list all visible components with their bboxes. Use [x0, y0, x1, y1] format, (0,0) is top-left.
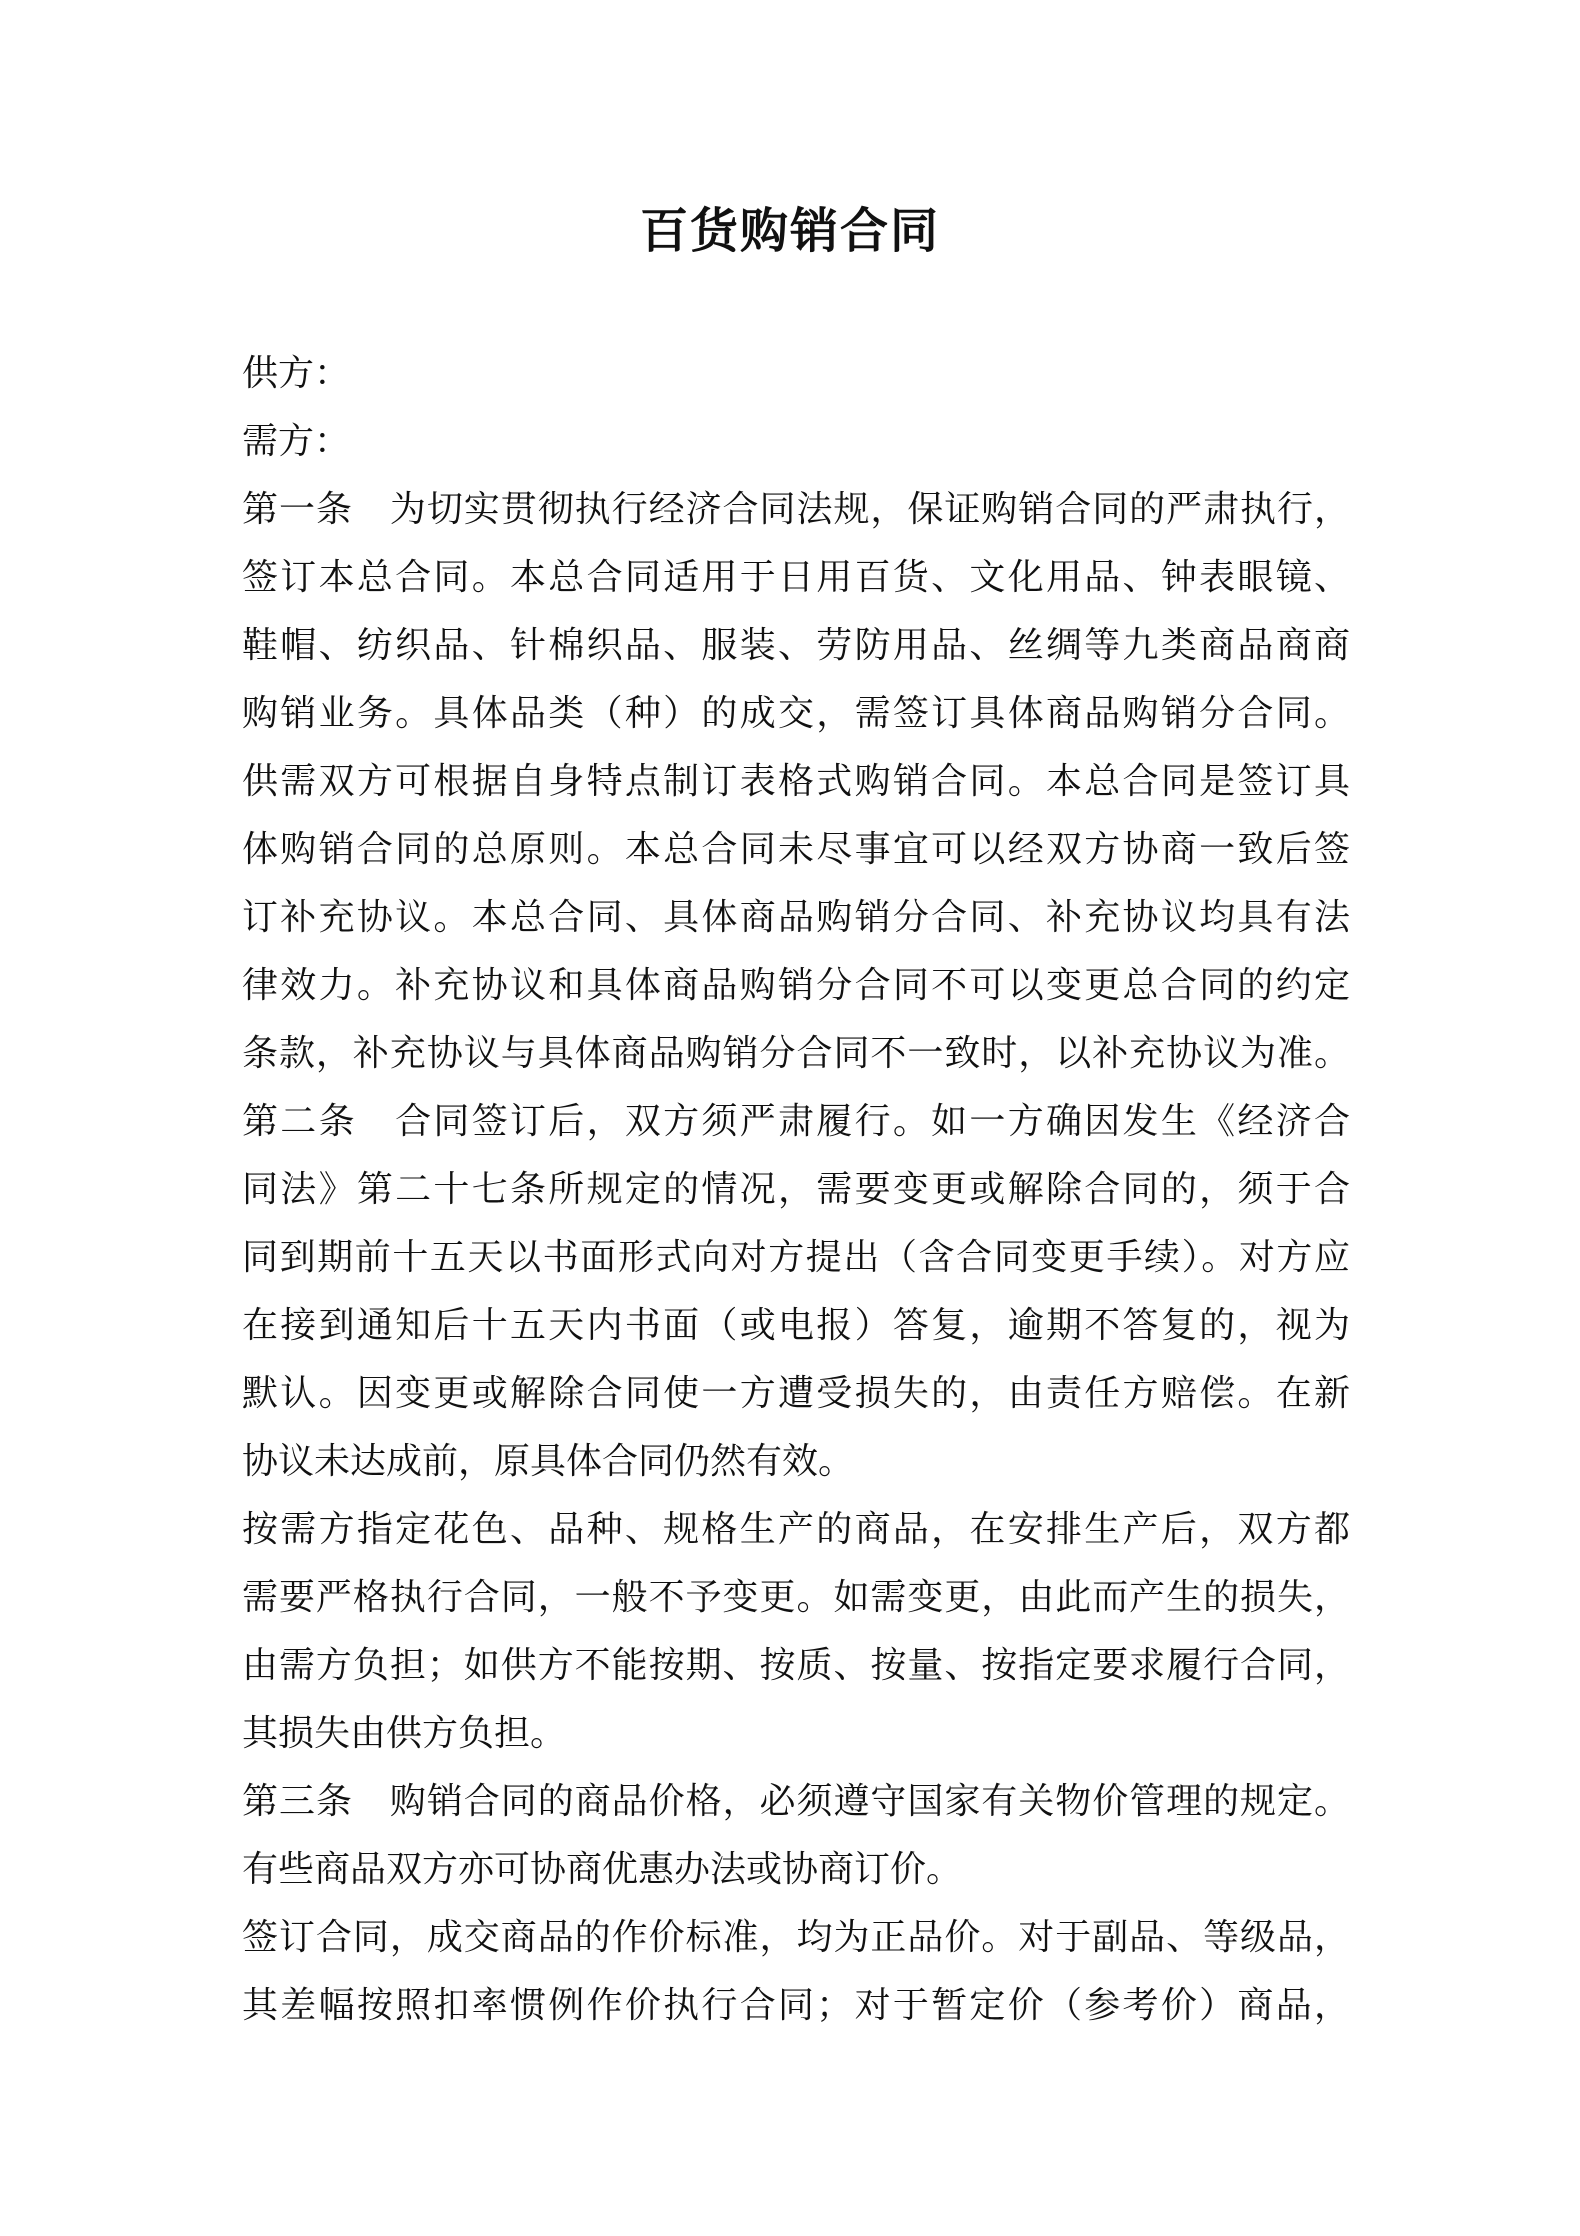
text-line: 由需方负担；如供方不能按期、按质、按量、按指定要求履行合同，: [242, 1645, 1350, 1686]
text-line: 需要严格执行合同，一般不予变更。如需变更，由此而产生的损失，: [242, 1577, 1350, 1618]
text-line: 供方：: [242, 353, 351, 394]
text-line: 协议未达成前，原具体合同仍然有效。: [242, 1441, 855, 1482]
text-line: 有些商品双方亦可协商优惠办法或协商订价。: [242, 1849, 963, 1890]
text-line: 第一条 为切实贯彻执行经济合同法规，保证购销合同的严肃执行，: [242, 489, 1350, 530]
text-line: 签订本总合同。本总合同适用于日用百货、文化用品、钟表眼镜、: [242, 557, 1350, 598]
text-line: 条款，补充协议与具体商品购销分合同不一致时，以补充协议为准。: [242, 1033, 1350, 1074]
text-line: 购销业务。具体品类（种）的成交，需签订具体商品购销分合同。: [242, 693, 1350, 734]
document-title: 百货购销合同: [639, 203, 940, 259]
text-line: 鞋帽、纺织品、针棉织品、服装、劳防用品、丝绸等九类商品商商: [242, 625, 1350, 666]
text-line: 第三条 购销合同的商品价格，必须遵守国家有关物价管理的规定。: [242, 1781, 1350, 1822]
text-line: 在接到通知后十五天内书面（或电报）答复，逾期不答复的，视为: [242, 1305, 1350, 1346]
text-line: 同到期前十五天以书面形式向对方提出（含合同变更手续）。对方应: [242, 1237, 1350, 1278]
text-line: 其差幅按照扣率惯例作价执行合同；对于暂定价（参考价）商品，: [242, 1985, 1350, 2026]
document-body: [242, 340, 1350, 2040]
text-line: 默认。因变更或解除合同使一方遭受损失的，由责任方赔偿。在新: [242, 1373, 1350, 1414]
text-line: 同法》第二十七条所规定的情况，需要变更或解除合同的，须于合: [242, 1169, 1350, 1210]
text-line: 体购销合同的总原则。本总合同未尽事宜可以经双方协商一致后签: [242, 829, 1350, 870]
text-line: 订补充协议。本总合同、具体商品购销分合同、补充协议均具有法: [242, 897, 1350, 938]
text-line: 律效力。补充协议和具体商品购销分合同不可以变更总合同的约定: [242, 965, 1350, 1006]
text-line: 按需方指定花色、品种、规格生产的商品，在安排生产后，双方都: [242, 1509, 1350, 1550]
text-line: 供需双方可根据自身特点制订表格式购销合同。本总合同是签订具: [242, 761, 1350, 802]
text-line: 签订合同，成交商品的作价标准，均为正品价。对于副品、等级品，: [242, 1917, 1350, 1958]
text-line: 第二条 合同签订后，双方须严肃履行。如一方确因发生《经济合: [242, 1101, 1350, 1142]
text-line: 其损失由供方负担。: [242, 1713, 567, 1754]
text-line: 需方：: [242, 421, 351, 462]
